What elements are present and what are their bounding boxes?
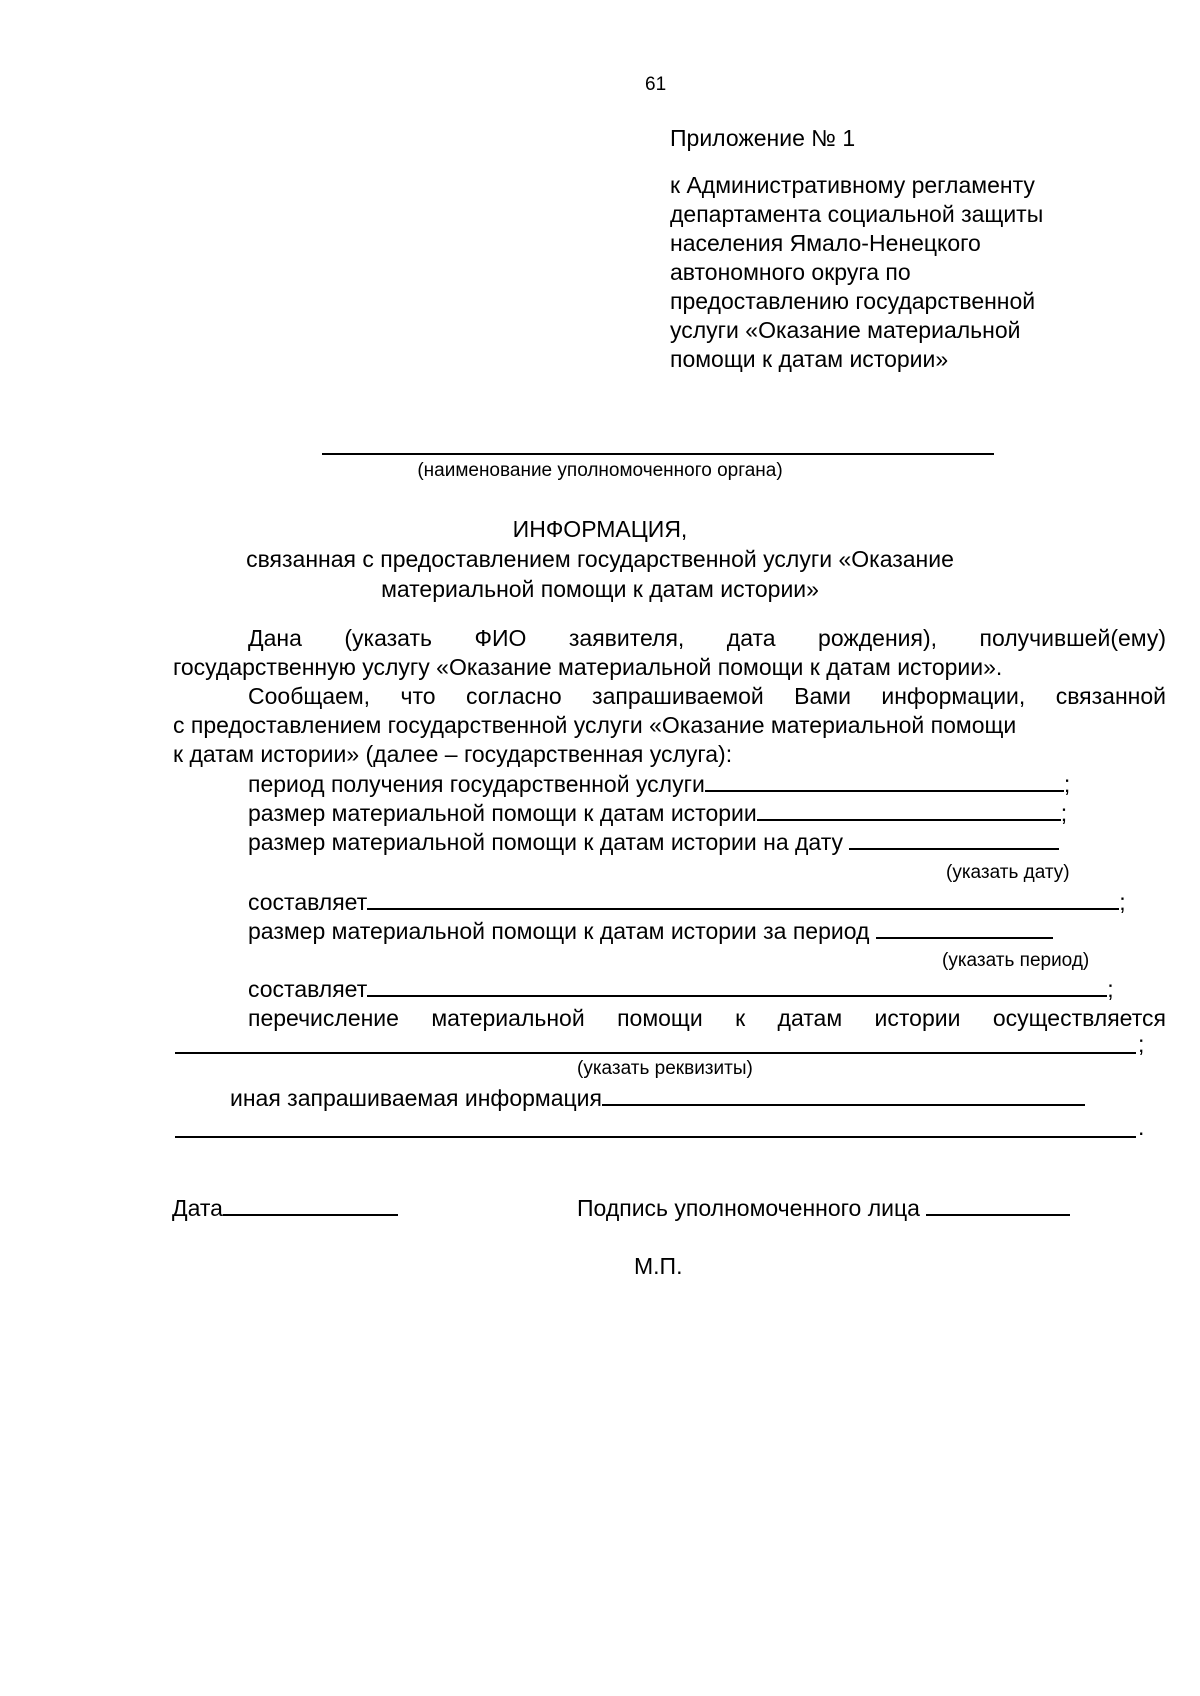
item-label: иная запрашиваемая информация: [230, 1085, 602, 1111]
appendix-block: [670, 124, 1043, 374]
word: связанной: [1055, 683, 1166, 709]
document-heading: [0, 514, 1200, 604]
appendix-line: услуги «Оказание материальной: [670, 317, 1021, 343]
appendix-line: к Административному регламенту: [670, 172, 1035, 198]
signature-label: Подпись уполномоченного лица: [577, 1195, 920, 1221]
word: информации,: [881, 683, 1026, 709]
word: перечисление: [248, 1005, 399, 1031]
amount-for-period-field[interactable]: [367, 975, 1107, 997]
word: (указать: [344, 625, 432, 651]
page-number: 61: [645, 74, 667, 95]
appendix-title: Приложение № 1: [670, 125, 856, 151]
amount-item: [248, 975, 1114, 1004]
stamp-place: М.П.: [634, 1253, 683, 1279]
punctuation: ;: [1138, 1031, 1145, 1057]
punctuation: ;: [1063, 771, 1071, 797]
word: заявителя,: [568, 625, 685, 651]
word: материальной: [431, 1005, 585, 1031]
punctuation: .: [1138, 1114, 1145, 1140]
word: ФИО: [474, 625, 527, 651]
aid-size-date-item: [248, 828, 1059, 857]
amount-on-date-field[interactable]: [367, 888, 1119, 910]
org-name-field: [322, 453, 994, 455]
date-signature-block: [172, 1194, 398, 1223]
aid-size-field[interactable]: [757, 799, 1061, 821]
signature-field[interactable]: [926, 1194, 1070, 1216]
punctuation: ;: [1107, 976, 1114, 1002]
period-field[interactable]: [876, 917, 1053, 939]
requisites-field[interactable]: [175, 1052, 1136, 1054]
aid-size-item: [248, 799, 1067, 828]
transfer-line: [248, 1004, 1166, 1033]
official-signature-block: [577, 1194, 1070, 1223]
word: датам: [777, 1005, 843, 1031]
date-label: Дата: [172, 1195, 223, 1221]
appendix-line: департамента социальной защиты: [670, 201, 1044, 227]
word: дата: [726, 625, 776, 651]
word: Дана: [248, 625, 302, 651]
punctuation: ;: [1119, 889, 1126, 915]
word: запрашиваемой: [592, 683, 764, 709]
other-info-continuation-field[interactable]: [175, 1136, 1136, 1138]
document-subtitle-line: материальной помощи к датам истории»: [381, 576, 819, 602]
requisites-hint: (указать реквизиты): [577, 1058, 753, 1079]
word: истории: [874, 1005, 961, 1031]
paragraph-2-line-2: с предоставлением государственной услуги «Оказание материальной помощи: [173, 712, 1017, 738]
appendix-line: помощи к датам истории»: [670, 346, 949, 372]
service-period-field[interactable]: [705, 770, 1064, 792]
item-label: составляет: [248, 976, 368, 1002]
word: помощи: [617, 1005, 703, 1031]
word: Сообщаем,: [248, 683, 371, 709]
date-hint: (указать дату): [946, 862, 1070, 883]
paragraph-2-line-1: [248, 682, 1166, 711]
word: Вами: [794, 683, 851, 709]
document-subtitle-line: связанная с предоставлением государственной услуги «Оказание: [246, 546, 954, 572]
word: рождения),: [818, 625, 938, 651]
appendix-line: автономного округа по: [670, 259, 911, 285]
item-label: размер материальной помощи к датам истории за период: [248, 918, 870, 944]
item-label: период получения государственной услуги: [248, 771, 705, 797]
item-label: размер материальной помощи к датам истории на дату: [248, 829, 844, 855]
word: к: [735, 1005, 746, 1031]
other-info-field[interactable]: [602, 1084, 1085, 1106]
punctuation: ;: [1060, 800, 1068, 826]
aid-size-period-item: [248, 917, 1053, 946]
word: получившей(ему): [979, 625, 1166, 651]
service-period-item: [248, 770, 1070, 799]
period-hint: (указать период): [942, 950, 1090, 971]
appendix-line: предоставлению государственной: [670, 288, 1036, 314]
word: согласно: [465, 683, 562, 709]
paragraph-1-line-1: [248, 624, 1166, 653]
org-name-caption: (наименование уполномоченного органа): [417, 460, 783, 481]
item-label: размер материальной помощи к датам истории: [248, 800, 757, 826]
signature-date-field[interactable]: [223, 1194, 398, 1216]
word: осуществляется: [992, 1005, 1166, 1031]
word: что: [400, 683, 436, 709]
other-info-item: [230, 1084, 1085, 1113]
paragraph-2-line-3: к датам истории» (далее – государственная услуга):: [173, 741, 733, 767]
document-title: ИНФОРМАЦИЯ,: [512, 516, 688, 542]
amount-item: [248, 888, 1126, 917]
item-label: составляет: [248, 889, 368, 915]
paragraph-1-line-2: государственную услугу «Оказание материальной помощи к датам истории».: [173, 654, 1003, 680]
date-field[interactable]: [849, 828, 1059, 850]
appendix-line: населения Ямало-Ненецкого: [670, 230, 981, 256]
